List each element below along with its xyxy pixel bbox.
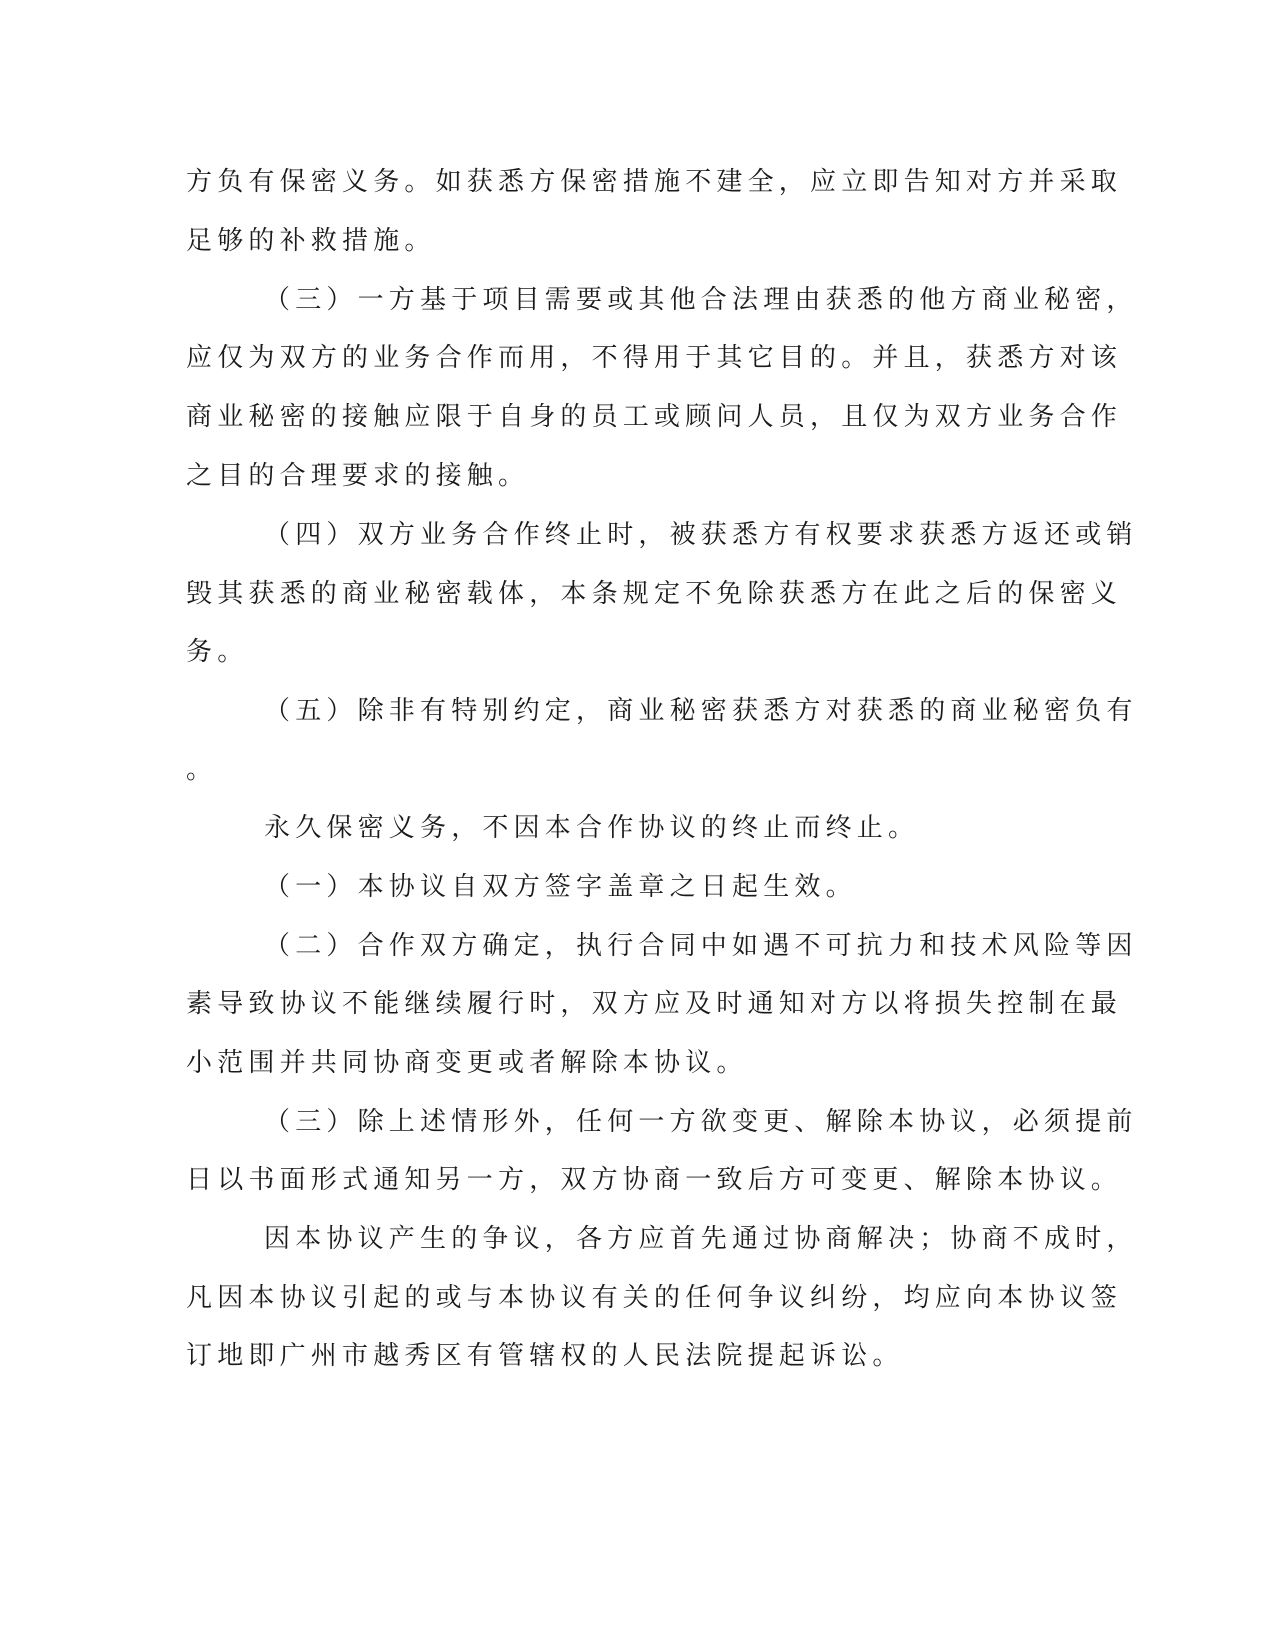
text-line: 毁其获悉的商业秘密载体，本条规定不免除获悉方在此之后的保密义 — [186, 579, 1123, 609]
text-line: 订地即广州市越秀区有管辖权的人民法院提起诉讼。 — [186, 1341, 904, 1371]
text-line: 商业秘密的接触应限于自身的员工或顾问人员，且仅为双方业务合作 — [186, 402, 1123, 432]
text-line: 。 — [186, 755, 218, 785]
text-line: 应仅为双方的业务合作而用，不得用于其它目的。并且，获悉方对该 — [186, 343, 1123, 373]
text-line: 小范围并共同协商变更或者解除本协议。 — [186, 1048, 748, 1078]
text-line: 方负有保密义务。如获悉方保密措施不建全，应立即告知对方并采取 — [186, 167, 1123, 197]
text-line: 日以书面形式通知另一方，双方协商一致后方可变更、解除本协议。 — [186, 1165, 1123, 1195]
text-line: （二）合作双方确定，执行合同中如遇不可抗力和技术风险等因 — [264, 931, 1138, 961]
text-line: （三）除上述情形外，任何一方欲变更、解除本协议，必须提前 — [264, 1107, 1138, 1137]
text-line: 素导致协议不能继续履行时，双方应及时通知对方以将损失控制在最 — [186, 989, 1123, 1019]
text-line: （四）双方业务合作终止时，被获悉方有权要求获悉方返还或销 — [264, 520, 1138, 550]
text-line: 务。 — [186, 637, 249, 667]
text-line: 凡因本协议引起的或与本协议有关的任何争议纠纷，均应向本协议签 — [186, 1283, 1123, 1313]
text-line: 之目的合理要求的接触。 — [186, 461, 530, 491]
text-line: 因本协议产生的争议，各方应首先通过协商解决；协商不成时， — [264, 1224, 1138, 1254]
text-line: （一）本协议自双方签字盖章之日起生效。 — [264, 872, 857, 902]
text-line: （五）除非有特别约定，商业秘密获悉方对获悉的商业秘密负有 — [264, 696, 1138, 726]
text-line: 永久保密义务，不因本合作协议的终止而终止。 — [264, 813, 920, 843]
text-line: （三）一方基于项目需要或其他合法理由获悉的他方商业秘密， — [264, 285, 1138, 315]
text-line: 足够的补救措施。 — [186, 226, 436, 256]
